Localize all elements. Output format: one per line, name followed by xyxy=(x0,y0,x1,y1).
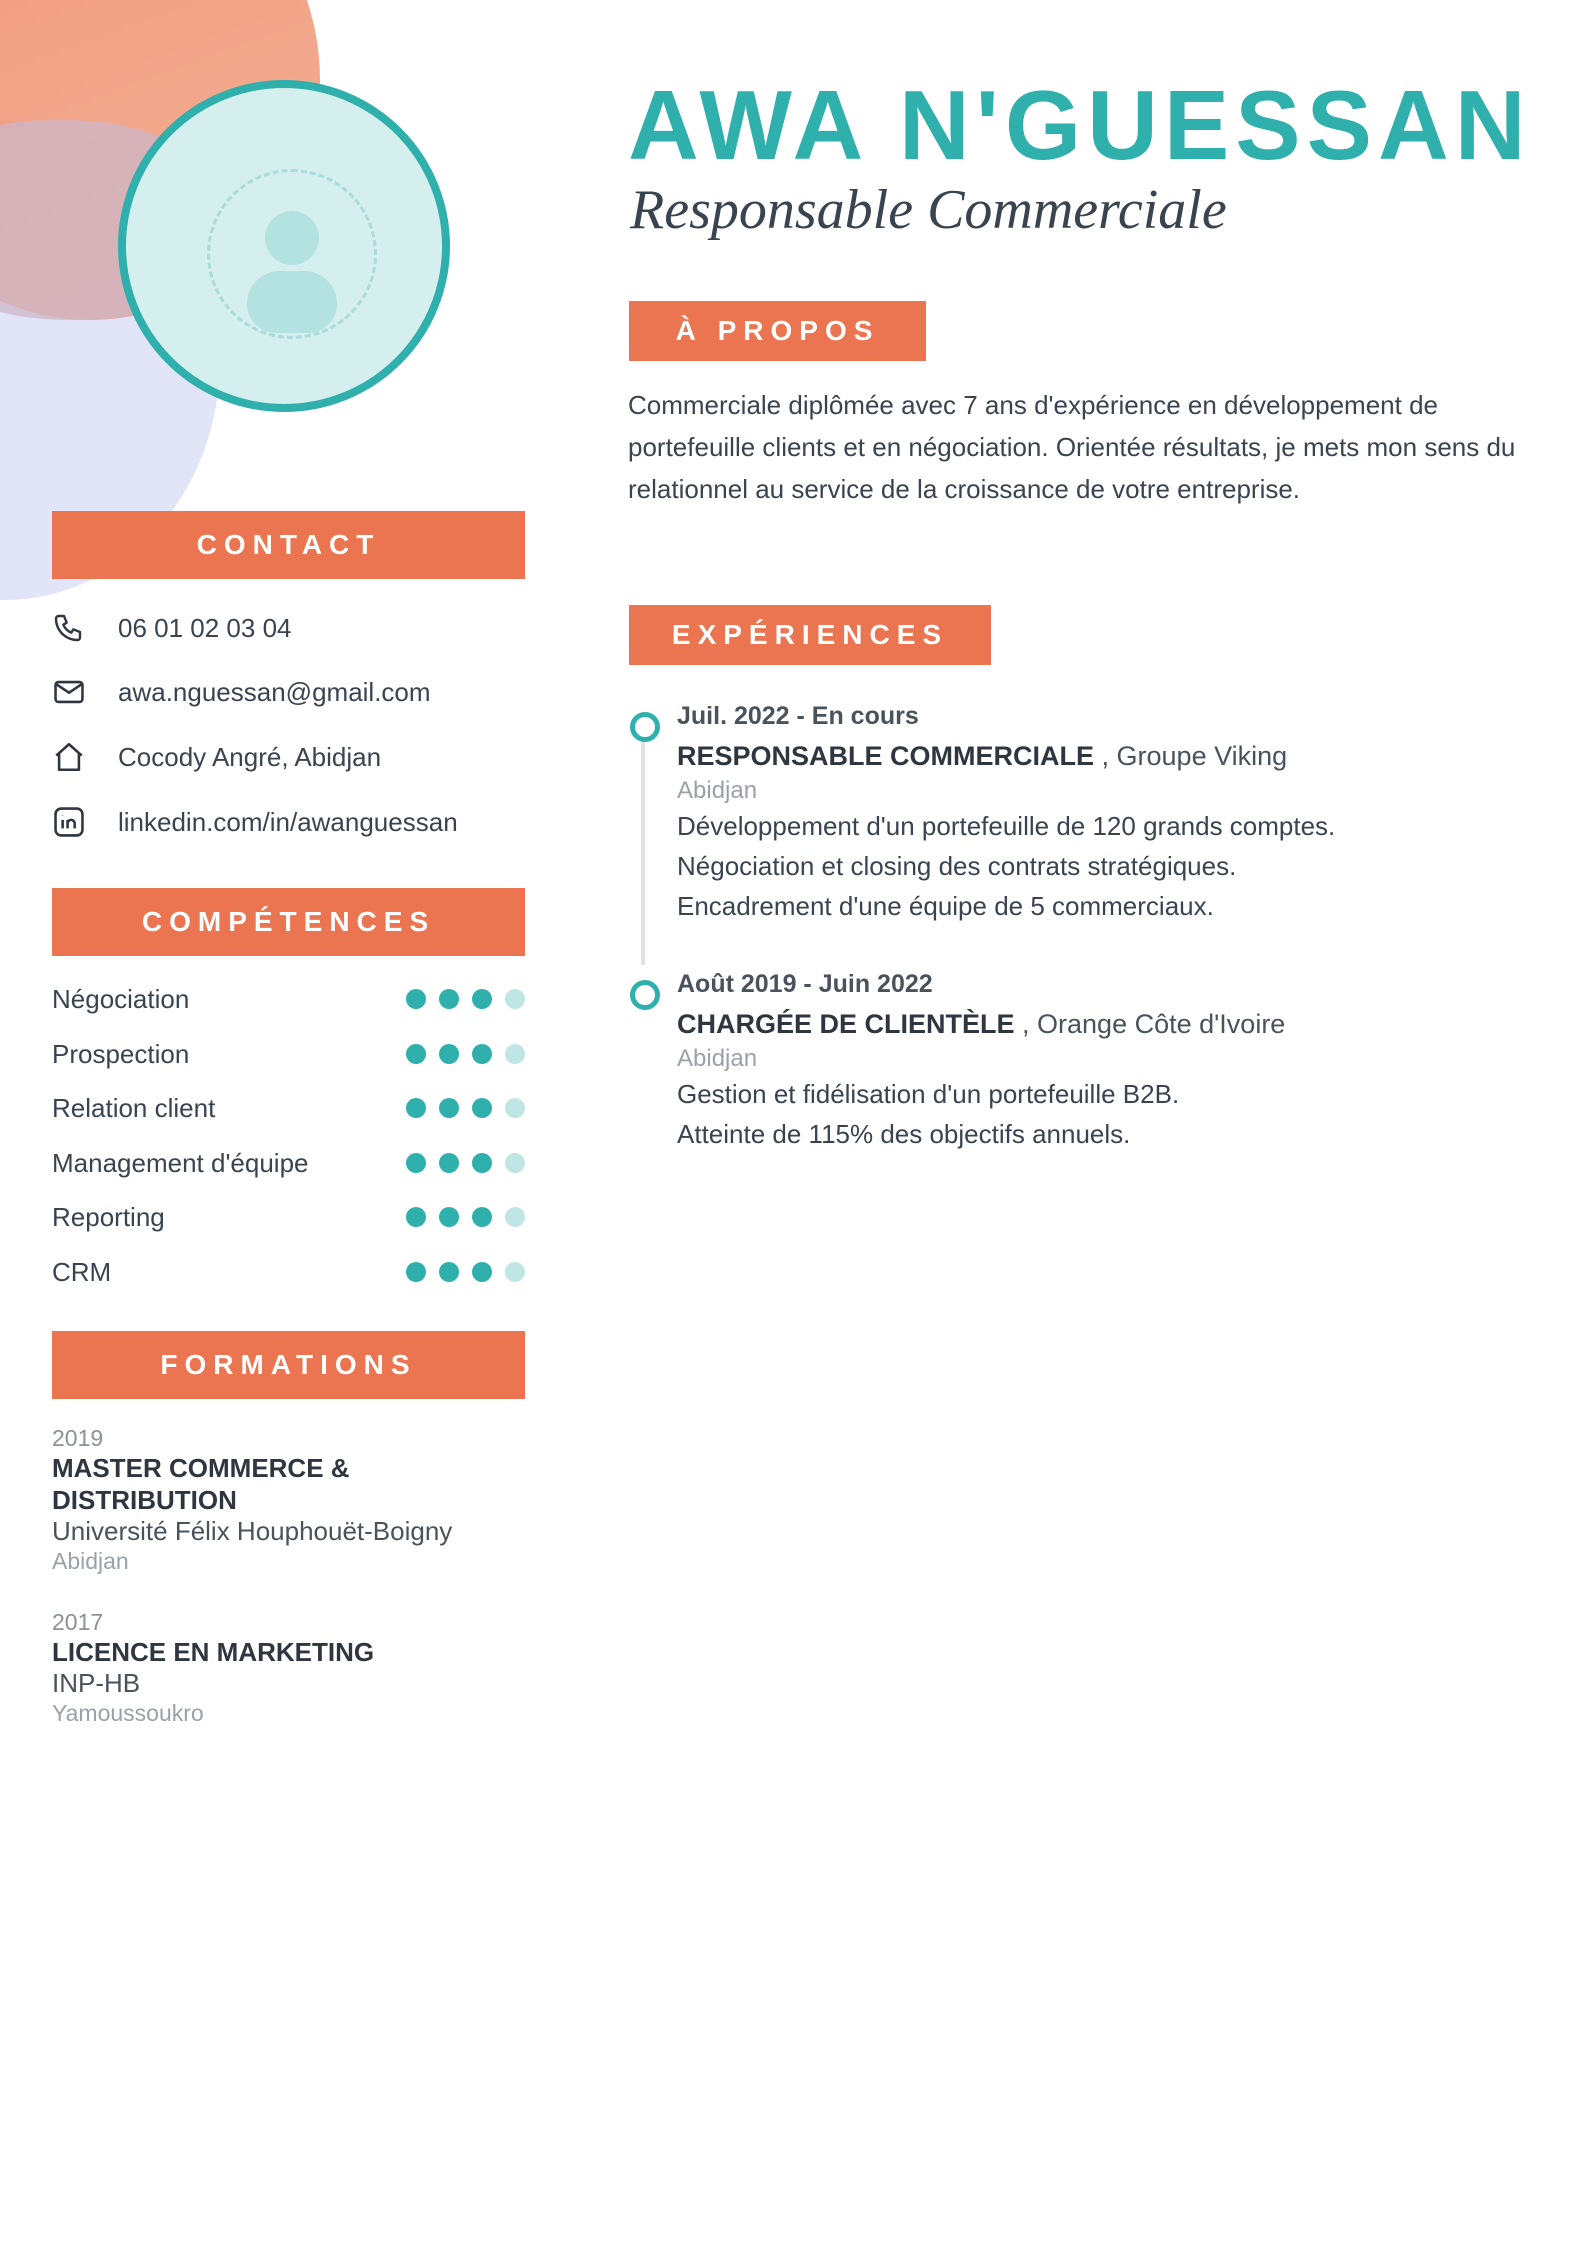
education-year: 2019 xyxy=(52,1425,104,1451)
education-item xyxy=(52,1609,532,1728)
skill-dot-filled xyxy=(406,1153,426,1173)
experience-item xyxy=(677,696,1537,926)
skill-dot-filled xyxy=(439,989,459,1009)
experience-task: Développement d'un portefeuille de 120 grands comptes. xyxy=(677,811,1336,841)
skill-level-dots xyxy=(406,1153,525,1173)
experience-dates: Juil. 2022 - En cours xyxy=(677,702,919,730)
skill-dot-filled xyxy=(472,1153,492,1173)
skills-heading: COMPÉTENCES xyxy=(52,888,525,956)
skill-dot-filled xyxy=(472,1207,492,1227)
education-year: 2017 xyxy=(52,1609,104,1635)
experience-dates: Août 2019 - Juin 2022 xyxy=(677,970,933,998)
skill-dot-filled xyxy=(406,1207,426,1227)
contact-address: Cocody Angré, Abidjan xyxy=(118,741,382,772)
education-city: Yamoussoukro xyxy=(52,1700,204,1726)
skill-name: Reporting xyxy=(52,1201,165,1232)
contact-linkedin[interactable]: linkedin.com/in/awanguessan xyxy=(118,806,458,837)
skill-name: Prospection xyxy=(52,1038,190,1069)
skill-dot-empty xyxy=(505,1207,525,1227)
skill-dot-filled xyxy=(472,1262,492,1282)
education-heading: FORMATIONS xyxy=(52,1331,525,1399)
experience-company: , Orange Côte d'Ivoire xyxy=(1014,1009,1286,1039)
skill-dot-filled xyxy=(406,1262,426,1282)
skill-dot-filled xyxy=(472,1098,492,1118)
skill-name: CRM xyxy=(52,1256,112,1287)
skill-name: Relation client xyxy=(52,1092,216,1123)
skill-row xyxy=(52,1034,525,1074)
candidate-name: AWA N'GUESSAN xyxy=(628,70,1532,180)
timeline-marker xyxy=(630,712,660,742)
skill-dot-empty xyxy=(505,1044,525,1064)
skill-level-dots xyxy=(406,989,525,1009)
linkedin-icon xyxy=(52,802,92,842)
skill-dot-filled xyxy=(472,1044,492,1064)
experience-title-line xyxy=(677,1004,1537,1044)
experience-task: Atteinte de 115% des objectifs annuels. xyxy=(677,1119,1131,1149)
skill-level-dots xyxy=(406,1098,525,1118)
contact-phone: 06 01 02 03 04 xyxy=(118,612,292,643)
contact-linkedin-row xyxy=(52,802,458,842)
skill-level-dots xyxy=(406,1262,525,1282)
skill-row xyxy=(52,1143,525,1183)
contact-email-row xyxy=(52,672,431,712)
avatar-head-icon xyxy=(265,211,319,265)
experience-item xyxy=(677,964,1537,1154)
education-item xyxy=(52,1425,532,1576)
profile-photo-placeholder xyxy=(118,80,450,412)
skill-row xyxy=(52,1252,525,1292)
home-icon xyxy=(52,737,92,777)
skill-dot-filled xyxy=(439,1153,459,1173)
skill-dot-empty xyxy=(505,1262,525,1282)
skill-dot-filled xyxy=(406,989,426,1009)
experience-city: Abidjan xyxy=(677,1045,758,1072)
skill-dot-empty xyxy=(505,1153,525,1173)
experience-title-line xyxy=(677,736,1537,776)
about-heading: À PROPOS xyxy=(629,301,926,361)
skill-dot-filled xyxy=(406,1098,426,1118)
contact-address-row xyxy=(52,737,381,777)
experience-heading: EXPÉRIENCES xyxy=(629,605,991,665)
education-degree: MASTER COMMERCE & DISTRIBUTION xyxy=(52,1453,350,1515)
timeline-line xyxy=(641,720,645,965)
contact-email[interactable]: awa.nguessan@gmail.com xyxy=(118,676,431,707)
timeline-marker xyxy=(630,980,660,1010)
experience-company: , Groupe Viking xyxy=(1094,741,1288,771)
experience-task: Gestion et fidélisation d'un portefeuille B2B. xyxy=(677,1079,1180,1109)
skill-row xyxy=(52,1088,525,1128)
education-city: Abidjan xyxy=(52,1548,129,1574)
skill-dot-filled xyxy=(472,989,492,1009)
experience-city: Abidjan xyxy=(677,777,758,804)
education-school: INP-HB xyxy=(52,1668,141,1698)
skill-row xyxy=(52,979,525,1019)
skill-row xyxy=(52,1197,525,1237)
experience-task: Encadrement d'une équipe de 5 commerciaux. xyxy=(677,891,1214,921)
skill-dot-filled xyxy=(439,1262,459,1282)
phone-icon xyxy=(52,608,92,648)
skill-dot-filled xyxy=(439,1207,459,1227)
avatar-body-icon xyxy=(247,271,337,333)
about-text: Commerciale diplômée avec 7 ans d'expérience en développement de portefeuille clients et en négociation. Orientée résultats, je mets mon sens du relationnel au service de la croissance de votre entreprise. xyxy=(628,390,1516,504)
mail-icon xyxy=(52,672,92,712)
experience-title: RESPONSABLE COMMERCIALE xyxy=(677,741,1095,771)
skill-dot-empty xyxy=(505,989,525,1009)
education-degree: LICENCE EN MARKETING xyxy=(52,1637,375,1667)
education-school: Université Félix Houphouët-Boigny xyxy=(52,1516,453,1546)
skill-name: Négociation xyxy=(52,983,190,1014)
experience-title: CHARGÉE DE CLIENTÈLE xyxy=(677,1009,1015,1039)
experience-task: Négociation et closing des contrats stratégiques. xyxy=(677,851,1237,881)
skill-level-dots xyxy=(406,1044,525,1064)
skill-dot-empty xyxy=(505,1098,525,1118)
skill-dot-filled xyxy=(406,1044,426,1064)
contact-heading: CONTACT xyxy=(52,511,525,579)
skill-dot-filled xyxy=(439,1098,459,1118)
candidate-role: Responsable Commerciale xyxy=(630,179,1227,241)
skill-dot-filled xyxy=(439,1044,459,1064)
skill-name: Management d'équipe xyxy=(52,1147,309,1178)
contact-phone-row xyxy=(52,608,292,648)
skill-level-dots xyxy=(406,1207,525,1227)
